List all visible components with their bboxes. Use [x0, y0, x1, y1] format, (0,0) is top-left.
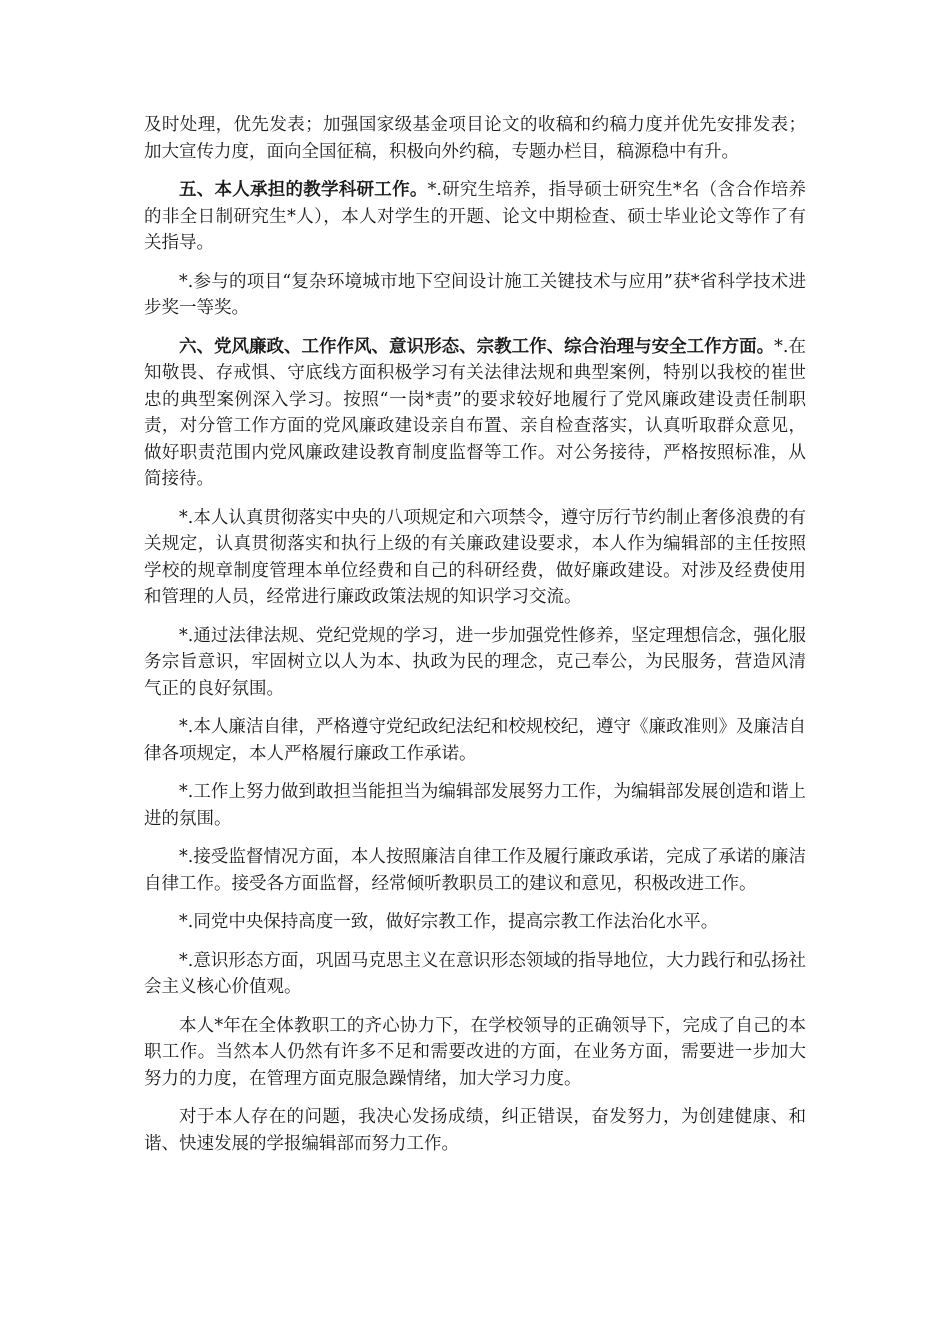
paragraph-text: *.同党中央保持高度一致，做好宗教工作，提高宗教工作法治化水平。: [179, 912, 719, 932]
paragraph-4: [144, 334, 806, 493]
paragraph-text: *.在知敬畏、存戒惧、守底线方面积极学习有关法律法规和典型案例，特别以我校的崔世忠的典型案例深入学习。按照“一岗*责”的要求较好地履行了党风廉政建设责任制职责，对分管工作方面的党风廉政建设亲自布置、亲自检查落实，认真听取群众意见，做好职责范围内党风廉政建设教育制度监督等工作。对公务接待，严格按照标准，从简接待。: [144, 336, 806, 489]
paragraph-8: [144, 779, 806, 832]
paragraph-1: [144, 112, 806, 165]
paragraph-text: 本人*年在全体教职工的齐心协力下，在学校领导的正确领导下，完成了自己的本职工作。当然本人仍然有许多不足和需要改进的方面，在业务方面，需要进一步加大努力的力度，在管理方面克服急躁情绪，加大学习力度。: [144, 1015, 806, 1089]
paragraph-7: [144, 714, 806, 767]
paragraph-text: *.本人认真贯彻落实中央的八项规定和六项禁令，遵守厉行节约制止奢侈浪费的有关规定，认真贯彻落实和执行上级的有关廉政建设要求，本人作为编辑部的主任按照学校的规章制度管理本单位经费和自己的科研经费，做好廉政建设。对涉及经费使用和管理的人员，经常进行廉政政策法规的知识学习交流。: [144, 507, 806, 607]
paragraph-text: *.研究生培养，指导硕士研究生*名（含合作培养的非全日制研究生*人），本人对学生的开题、论文中期检查、硕士毕业论文等作了有关指导。: [144, 180, 807, 253]
section-heading-5: 五、本人承担的教学科研工作。: [179, 180, 428, 200]
paragraph-11: [144, 948, 806, 1001]
section-heading-6: 六、党风廉政、工作作风、意识形态、宗教工作、综合治理与安全工作方面。: [179, 336, 775, 357]
paragraph-12: [144, 1013, 806, 1093]
paragraph-13: [144, 1104, 806, 1157]
paragraph-9: [144, 844, 806, 897]
paragraph-text: 及时处理，优先发表；加强国家级基金项目论文的收稿和约稿力度并优先安排发表；加大宣传力度，面向全国征稿，积极向外约稿，专题办栏目，稿源稳中有升。: [144, 115, 806, 162]
paragraph-text: *.通过法律法规、党纪党规的学习，进一步加强党性修养，坚定理想信念，强化服务宗旨意识，牢固树立以人为本、执政为民的理念，克己奉公，为民服务，营造风清气正的良好氛围。: [144, 625, 806, 699]
document-page: [144, 112, 806, 1169]
paragraph-text: *.本人廉洁自律，严格遵守党纪政纪法纪和校规校纪，遵守《廉政准则》及廉洁自律各项规定，本人严格履行廉政工作承诺。: [144, 717, 806, 764]
paragraph-text: *.意识形态方面，巩固马克思主义在意识形态领域的指导地位，大力践行和弘扬社会主义核心价值观。: [144, 950, 806, 997]
paragraph-6: [144, 623, 806, 703]
paragraph-text: *.工作上努力做到敢担当能担当为编辑部发展努力工作，为编辑部发展创造和谐上进的氛围。: [144, 782, 806, 829]
paragraph-text: 对于本人存在的问题，我决心发扬成绩，纠正错误，奋发努力，为创建健康、和谐、快速发展的学报编辑部而努力工作。: [144, 1107, 806, 1154]
paragraph-text: *.参与的项目“复杂环境城市地下空间设计施工关键技术与应用”获*省科学技术进步奖一等奖。: [144, 271, 806, 318]
paragraph-5: [144, 505, 806, 611]
paragraph-3: [144, 269, 806, 322]
paragraph-10: [144, 909, 806, 936]
paragraph-text: *.接受监督情况方面，本人按照廉洁自律工作及履行廉政承诺，完成了承诺的廉洁自律工作。接受各方面监督，经常倾听教职员工的建议和意见，积极改进工作。: [144, 847, 806, 894]
paragraph-2: [144, 177, 806, 257]
